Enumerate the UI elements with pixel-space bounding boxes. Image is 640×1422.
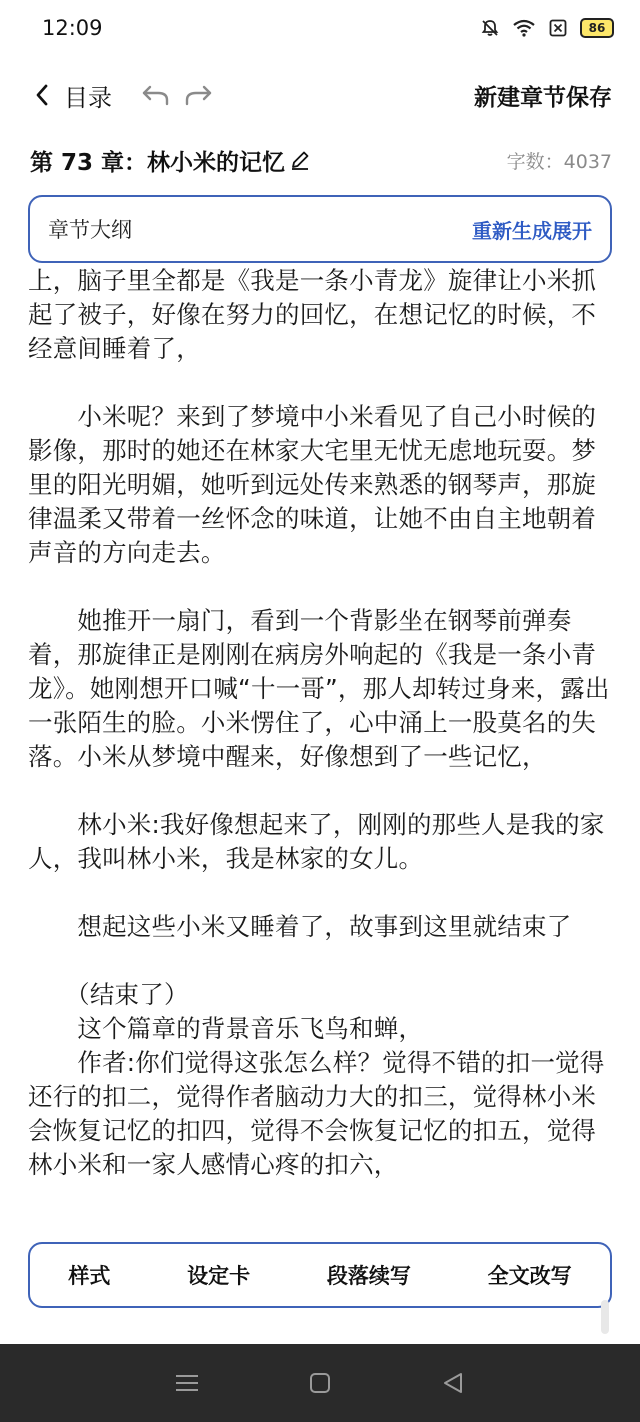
system-nav-bar — [0, 1344, 640, 1422]
top-bar — [0, 68, 640, 122]
mute-bell-icon — [480, 18, 500, 38]
wifi-icon — [512, 18, 536, 38]
rewrite-full-text-button[interactable]: 全文改写 — [487, 1264, 572, 1288]
content-paragraph: （结束了） — [28, 980, 189, 1009]
content-paragraph: 小米呢？来到了梦境中小米看见了自己小时候的影像，那时的她还在林家大宅里无忧无虑地玩耍。梦里的阳光明媚，她听到远处传来熟悉的钢琴声，那旋律温柔又带着一丝怀念的味道，让她不由自主地朝着声音的方向走去。 — [28, 402, 597, 567]
chevron-left-icon — [34, 83, 50, 107]
chapter-outline-panel[interactable] — [28, 195, 612, 263]
status-bar — [0, 0, 640, 56]
undo-redo-group — [140, 83, 214, 107]
continue-paragraph-button[interactable]: 段落续写 — [326, 1264, 411, 1288]
save-new-chapter-button[interactable]: 新建章节保存 — [474, 84, 612, 111]
content-paragraph: 她推开一扇门，看到一个背影坐在钢琴前弹奏着，那旋律正是刚刚在病房外响起的《我是一条小青龙》。她刚想开口喊“十一哥”，那人却转过身来，露出一张陌生的脸。小米愣住了，心中涌上一股莫名的失落。小米从梦境中醒来，好像想到了一些记忆， — [28, 606, 610, 771]
scrollbar-thumb[interactable] — [601, 1300, 609, 1334]
outline-label: 章节大纲 — [48, 218, 132, 242]
square-home-icon[interactable] — [296, 1359, 344, 1407]
chapter-header — [0, 140, 640, 180]
status-time: 12:09 — [42, 16, 103, 40]
bottom-toolbar — [28, 1242, 612, 1308]
back-label: 目录 — [64, 83, 112, 112]
content-paragraph: 这个篇章的背景音乐飞鸟和蝉， — [28, 1014, 424, 1043]
content-paragraph: 林小米:我好像想起来了，刚刚的那些人是我的家人，我叫林小米，我是林家的女儿。 — [28, 810, 605, 873]
back-to-catalog-button[interactable] — [34, 78, 112, 113]
content-paragraph: 上，脑子里全都是《我是一条小青龙》旋律让小米抓起了被子，好像在努力的回忆，在想记忆的时候，不经意间睡着了， — [28, 266, 597, 363]
menu-icon[interactable] — [163, 1359, 211, 1407]
regenerate-expand-button[interactable]: 重新生成展开 — [472, 218, 592, 243]
content-paragraph: 作者:你们觉得这张怎么样？觉得不错的扣一觉得还行的扣二，觉得作者脑动力大的扣三，觉得林小米会恢复记忆的扣四，觉得不会恢复记忆的扣五，觉得林小米和一家人感情心疼的扣六， — [28, 1048, 605, 1179]
triangle-back-icon[interactable] — [429, 1359, 477, 1407]
chapter-title[interactable]: 第 73 章：林小米的记忆 — [30, 149, 286, 176]
style-button[interactable]: 样式 — [68, 1264, 111, 1288]
battery-indicator: 86 — [580, 18, 614, 38]
settings-card-button[interactable]: 设定卡 — [187, 1264, 251, 1288]
content-paragraph: 想起这些小米又睡着了，故事到这里就结束了 — [28, 912, 572, 941]
pencil-icon[interactable] — [289, 149, 311, 171]
undo-icon[interactable] — [140, 83, 172, 107]
chapter-content-editor[interactable] — [28, 264, 612, 1242]
redo-icon[interactable] — [182, 83, 214, 107]
status-icons — [480, 18, 614, 38]
word-count: 字数：4037 — [506, 150, 612, 173]
sim-blocked-icon — [548, 18, 568, 38]
